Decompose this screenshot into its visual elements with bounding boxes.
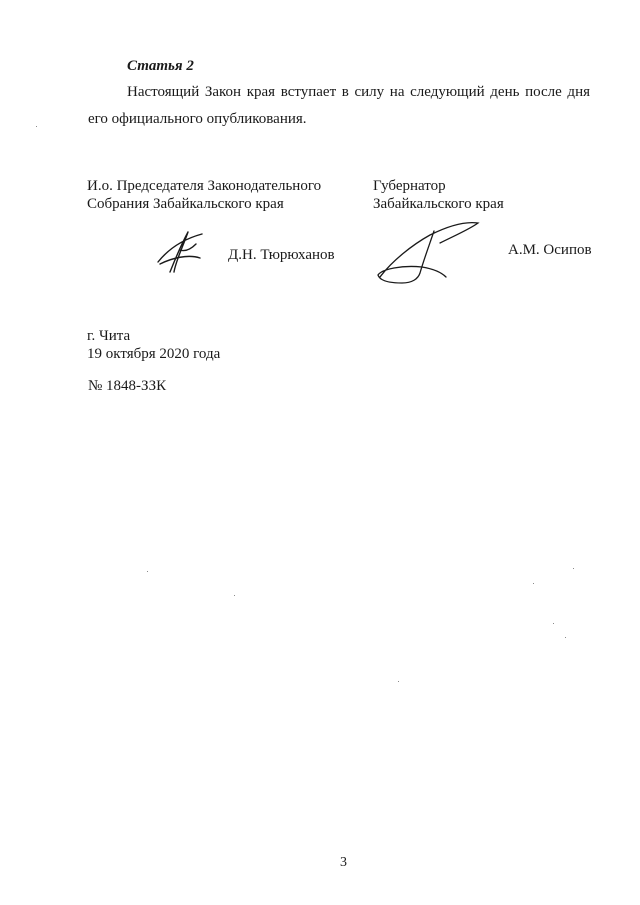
left-signatory-title [87,177,321,213]
scan-speck [147,571,148,572]
article-title: Статья 2 [127,58,194,74]
page-number: 3 [340,855,347,870]
scan-speck [573,568,574,569]
left-signatory-name: Д.Н. Тюрюханов [228,247,335,263]
scan-speck [553,623,554,624]
scan-speck [36,126,37,127]
article-text-line-1: Настоящий Закон края вступает в силу на следующий день после дня [127,84,590,100]
right-signatory-name: А.М. Осипов [508,242,592,258]
left-title-line-1: И.о. Председателя Законодательного [87,178,322,194]
left-title-line-2: Собрания Забайкальского края [87,196,284,212]
law-number: № 1848-ЗЗК [88,378,167,394]
scan-speck [234,595,235,596]
right-signatory-title [373,177,504,213]
article-text-line-2: его официального опубликования. [88,111,307,127]
right-title-line-2: Забайкальского края [373,196,504,212]
right-signature [372,213,490,291]
scan-speck [565,637,566,638]
date: 19 октября 2020 года [87,346,221,362]
city: г. Чита [87,328,131,344]
left-signature [150,222,208,278]
right-title-line-1: Губернатор [373,178,446,194]
place-and-date [87,327,220,363]
scan-speck [533,583,534,584]
scan-speck [398,681,399,682]
